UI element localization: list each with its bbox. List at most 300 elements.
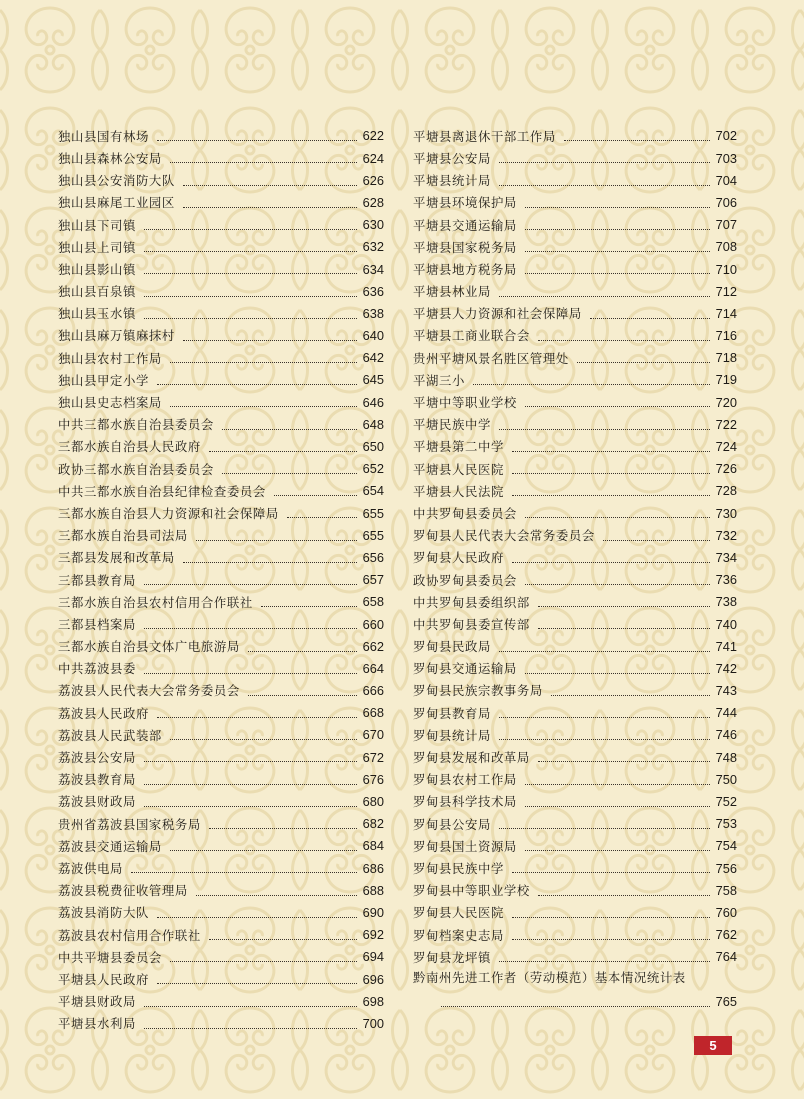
toc-entry-title: 独山县国有林场 — [58, 128, 149, 144]
toc-entry-title: 罗甸县民族中学 — [413, 860, 504, 876]
toc-entry[interactable] — [58, 787, 384, 809]
toc-entry[interactable] — [413, 742, 737, 764]
toc-entry[interactable] — [58, 964, 384, 986]
toc-entry-page: 652 — [362, 461, 384, 477]
dot-leader — [144, 672, 357, 674]
toc-entry[interactable] — [413, 720, 737, 742]
dot-leader — [499, 161, 710, 163]
toc-entry-page: 696 — [362, 971, 384, 987]
toc-entry-page: 752 — [715, 794, 737, 810]
toc-entry-page: 668 — [362, 705, 384, 721]
toc-entry[interactable] — [413, 121, 737, 143]
dot-leader — [183, 339, 357, 341]
dot-leader — [499, 428, 710, 430]
toc-entry[interactable] — [413, 454, 737, 476]
toc-entry-title: 独山县玉水镇 — [58, 306, 136, 322]
toc-entry-page: 738 — [715, 594, 737, 610]
toc-entry-title: 三都县教育局 — [58, 572, 136, 588]
dot-leader — [603, 539, 710, 541]
toc-entry[interactable] — [58, 321, 384, 343]
toc-entry[interactable] — [413, 875, 737, 897]
dot-leader — [248, 694, 357, 696]
toc-entry[interactable] — [413, 498, 737, 520]
dot-leader — [209, 450, 357, 452]
toc-entry-page: 680 — [362, 794, 384, 810]
dot-leader — [196, 539, 357, 541]
dot-leader — [525, 405, 710, 407]
toc-entry-page: 700 — [362, 1015, 384, 1031]
toc-entry-title: 荔波县人民政府 — [58, 705, 149, 721]
dot-leader — [525, 583, 710, 585]
toc-entry-page: 654 — [362, 483, 384, 499]
toc-entry[interactable] — [58, 121, 384, 143]
dot-leader — [144, 805, 357, 807]
dot-leader — [538, 605, 710, 607]
toc-entry-page: 744 — [715, 705, 737, 721]
dot-leader — [525, 805, 710, 807]
toc-entry-title: 三都水族自治县人民政府 — [58, 439, 201, 455]
dot-leader — [183, 206, 357, 208]
toc-entry-title: 罗甸县科学技术局 — [413, 794, 517, 810]
toc-entry[interactable] — [58, 299, 384, 321]
dot-leader — [512, 494, 710, 496]
toc-entry[interactable] — [58, 898, 384, 920]
toc-entry[interactable] — [58, 742, 384, 764]
toc-entry-page: 628 — [362, 194, 384, 210]
dot-leader — [144, 295, 357, 297]
toc-entry-page: 692 — [362, 927, 384, 943]
toc-entry-title: 中共罗甸县委员会 — [413, 505, 517, 521]
dot-leader — [499, 738, 710, 740]
toc-entry[interactable] — [413, 387, 737, 409]
toc-entry-title: 政协三都水族自治县委员会 — [58, 461, 214, 477]
dot-leader — [144, 627, 357, 629]
toc-entry-page: 694 — [362, 949, 384, 965]
dot-leader — [577, 361, 710, 363]
toc-entry-title: 荔波供电局 — [58, 860, 123, 876]
toc-entry-title: 平塘县国家税务局 — [413, 239, 517, 255]
dot-leader — [144, 783, 357, 785]
toc-entry-title: 中共罗甸县委组织部 — [413, 594, 530, 610]
dot-leader — [157, 982, 357, 984]
toc-entry-page: 646 — [362, 394, 384, 410]
toc-entry-title: 荔波县教育局 — [58, 772, 136, 788]
toc-entry-title: 三都县档案局 — [58, 616, 136, 632]
toc-entry-page: 756 — [715, 860, 737, 876]
toc-entry-page: 754 — [715, 838, 737, 854]
toc-entry-continuation — [413, 986, 737, 1008]
toc-entry-title: 罗甸县发展和改革局 — [413, 750, 530, 766]
toc-entry-title: 平塘县财政局 — [58, 994, 136, 1010]
toc-entry-page: 655 — [362, 527, 384, 543]
toc-entry-title: 三都水族自治县人力资源和社会保障局 — [58, 505, 279, 521]
toc-entry[interactable] — [413, 188, 737, 210]
toc-entry[interactable] — [58, 498, 384, 520]
dot-leader — [144, 583, 357, 585]
toc-entry[interactable] — [58, 853, 384, 875]
toc-entry[interactable] — [58, 1009, 384, 1031]
toc-entry[interactable] — [413, 165, 737, 187]
toc-entry-page: 650 — [362, 439, 384, 455]
dot-leader — [525, 516, 710, 518]
toc-entry-page: 645 — [362, 372, 384, 388]
toc-entry-title: 荔波县人民武装部 — [58, 727, 162, 743]
toc-entry-page: 636 — [362, 283, 384, 299]
toc-entry-title: 独山县麻万镇麻抹村 — [58, 328, 175, 344]
toc-entry-title: 荔波县税费征收管理局 — [58, 883, 188, 899]
dot-leader — [512, 472, 710, 474]
toc-entry[interactable] — [58, 276, 384, 298]
toc-entry[interactable] — [58, 609, 384, 631]
dot-leader — [525, 228, 710, 230]
toc-entry[interactable] — [58, 698, 384, 720]
toc-entry-page: 686 — [362, 860, 384, 876]
dot-leader — [131, 871, 357, 873]
toc-entry-page: 708 — [715, 239, 737, 255]
toc-entry-title: 独山县百泉镇 — [58, 284, 136, 300]
toc-entry[interactable] — [58, 476, 384, 498]
toc-entry-title: 罗甸县人民医院 — [413, 905, 504, 921]
dot-leader — [183, 561, 357, 563]
toc-entry-page: 622 — [362, 128, 384, 144]
dot-leader — [170, 161, 357, 163]
toc-entry-title: 中共荔波县委 — [58, 661, 136, 677]
toc-entry-page: 690 — [362, 904, 384, 920]
toc-entry-title: 中共平塘县委员会 — [58, 949, 162, 965]
toc-entry-title: 独山县影山镇 — [58, 261, 136, 277]
toc-entry-wrapped[interactable] — [413, 964, 737, 1008]
toc-entry-title: 独山县农村工作局 — [58, 350, 162, 366]
toc-entry[interactable] — [58, 764, 384, 786]
toc-entry-title: 贵州平塘风景名胜区管理处 — [413, 350, 569, 366]
dot-leader — [170, 738, 357, 740]
toc-entry[interactable] — [413, 853, 737, 875]
toc-entry[interactable] — [413, 631, 737, 653]
toc-entry-title: 罗甸县龙坪镇 — [413, 949, 491, 965]
toc-entry-title: 荔波县人民代表大会常务委员会 — [58, 683, 240, 699]
toc-entry-page: 734 — [715, 549, 737, 565]
dot-leader — [538, 894, 710, 896]
toc-entry-title: 荔波县农村信用合作联社 — [58, 927, 201, 943]
toc-entry-title: 独山县森林公安局 — [58, 150, 162, 166]
dot-leader — [538, 627, 710, 629]
dot-leader — [144, 760, 357, 762]
toc-entry-page: 740 — [715, 616, 737, 632]
toc-entry-title: 三都水族自治县农村信用合作联社 — [58, 594, 253, 610]
toc-entry[interactable] — [58, 920, 384, 942]
dot-leader — [196, 894, 357, 896]
toc-entry[interactable] — [413, 254, 737, 276]
toc-entry[interactable] — [58, 676, 384, 698]
toc-entry-page: 730 — [715, 505, 737, 521]
toc-right-column — [413, 121, 737, 1009]
toc-entry-page: 743 — [715, 683, 737, 699]
toc-entry[interactable] — [58, 387, 384, 409]
dot-leader — [144, 1005, 357, 1007]
toc-entry-title: 罗甸县人民政府 — [413, 550, 504, 566]
toc-entry-title: 平塘县环境保护局 — [413, 195, 517, 211]
toc-entry-title: 三都水族自治县文体广电旅游局 — [58, 639, 240, 655]
toc-entry[interactable] — [413, 432, 737, 454]
toc-entry[interactable] — [58, 409, 384, 431]
toc-entry[interactable] — [58, 143, 384, 165]
toc-entry-title: 平塘县林业局 — [413, 284, 491, 300]
toc-entry-title: 平塘中等职业学校 — [413, 395, 517, 411]
toc-entry-page: 746 — [715, 727, 737, 743]
toc-entry-title: 独山县甲定小学 — [58, 372, 149, 388]
toc-entry[interactable] — [58, 188, 384, 210]
toc-entry-page: 719 — [715, 372, 737, 388]
toc-entry[interactable] — [413, 276, 737, 298]
toc-entry-page: 748 — [715, 749, 737, 765]
toc-entry[interactable] — [413, 787, 737, 809]
dot-leader — [222, 472, 357, 474]
toc-entry-page: 634 — [362, 261, 384, 277]
toc-entry-page: 660 — [362, 616, 384, 632]
toc-entry-title: 罗甸档案史志局 — [413, 927, 504, 943]
toc-entry[interactable] — [58, 254, 384, 276]
toc-entry-page: 762 — [715, 927, 737, 943]
dot-leader — [525, 206, 710, 208]
toc-entry-page: 632 — [362, 239, 384, 255]
toc-entry-page: 640 — [362, 328, 384, 344]
toc-entry-title: 平塘县公安局 — [413, 150, 491, 166]
dot-leader — [144, 250, 357, 252]
toc-entry-title: 平塘县人民医院 — [413, 461, 504, 477]
toc-entry-page: 741 — [715, 638, 737, 654]
toc-entry-page: 662 — [362, 638, 384, 654]
dot-leader — [261, 605, 357, 607]
toc-entry-title: 黔南州先进工作者（劳动模范）基本情况统计表 — [413, 970, 686, 986]
dot-leader — [525, 783, 710, 785]
toc-entry[interactable] — [413, 609, 737, 631]
dot-leader — [274, 494, 357, 496]
toc-entry-page: 656 — [362, 549, 384, 565]
dot-leader — [157, 383, 357, 385]
toc-entry-title: 荔波县消防大队 — [58, 905, 149, 921]
toc-entry[interactable] — [58, 631, 384, 653]
toc-entry-page: 655 — [362, 505, 384, 521]
dot-leader — [157, 916, 357, 918]
dot-leader — [170, 960, 357, 962]
dot-leader — [209, 827, 357, 829]
dot-leader — [525, 672, 710, 674]
dot-leader — [525, 250, 710, 252]
toc-entry[interactable] — [413, 476, 737, 498]
toc-entry-title: 罗甸县中等职业学校 — [413, 883, 530, 899]
toc-entry[interactable] — [58, 432, 384, 454]
dot-leader — [287, 516, 357, 518]
toc-entry-title: 罗甸县民族宗教事务局 — [413, 683, 543, 699]
toc-entry[interactable] — [58, 165, 384, 187]
toc-entry-page: 724 — [715, 439, 737, 455]
toc-entry[interactable] — [413, 654, 737, 676]
toc-entry-title: 中共罗甸县委宣传部 — [413, 616, 530, 632]
toc-entry-title: 罗甸县民政局 — [413, 639, 491, 655]
toc-entry[interactable] — [58, 365, 384, 387]
toc-entry-page: 684 — [362, 838, 384, 854]
toc-entry-title: 平塘县地方税务局 — [413, 261, 517, 277]
toc-entry-page: 626 — [362, 172, 384, 188]
dot-leader — [499, 295, 710, 297]
toc-entry-title: 平塘县离退休干部工作局 — [413, 128, 556, 144]
toc-entry-title: 罗甸县人民代表大会常务委员会 — [413, 528, 595, 544]
toc-entry-title: 中共三都水族自治县纪律检查委员会 — [58, 483, 266, 499]
toc-entry-page: 657 — [362, 572, 384, 588]
dot-leader — [157, 139, 357, 141]
dot-leader — [144, 1027, 357, 1029]
toc-entry[interactable] — [413, 543, 737, 565]
toc-entry[interactable] — [413, 210, 737, 232]
toc-entry-title: 平塘县水利局 — [58, 1016, 136, 1032]
toc-entry[interactable] — [58, 565, 384, 587]
toc-entry-page: 648 — [362, 416, 384, 432]
toc-entry-title: 平塘县人民政府 — [58, 971, 149, 987]
toc-entry-page: 676 — [362, 771, 384, 787]
dot-leader — [170, 405, 357, 407]
toc-entry-title: 平塘县工商业联合会 — [413, 328, 530, 344]
toc-entry-page: 712 — [715, 283, 737, 299]
toc-entry[interactable] — [413, 898, 737, 920]
toc-entry[interactable] — [413, 565, 737, 587]
toc-entry[interactable] — [413, 676, 737, 698]
toc-entry-title: 荔波县财政局 — [58, 794, 136, 810]
toc-entry-title: 平塘县第二中学 — [413, 439, 504, 455]
toc-entry-title: 平湖三小 — [413, 372, 465, 388]
toc-entry-title: 中共三都水族自治县委员会 — [58, 417, 214, 433]
toc-entry[interactable] — [413, 942, 737, 964]
toc-entry[interactable] — [58, 587, 384, 609]
toc-entry-page: 716 — [715, 328, 737, 344]
toc-entry-page: 630 — [362, 217, 384, 233]
toc-entry[interactable] — [413, 698, 737, 720]
toc-entry-page: 707 — [715, 217, 737, 233]
dot-leader — [170, 849, 357, 851]
toc-entry[interactable] — [58, 454, 384, 476]
toc-entry-page: 664 — [362, 660, 384, 676]
dot-leader — [222, 428, 357, 430]
toc-entry-title: 荔波县交通运输局 — [58, 838, 162, 854]
dot-leader — [538, 760, 710, 762]
dot-leader — [512, 916, 710, 918]
toc-entry-page: 682 — [362, 816, 384, 832]
toc-entry-page: 672 — [362, 749, 384, 765]
toc-entry-title: 平塘县交通运输局 — [413, 217, 517, 233]
dot-leader — [441, 1005, 710, 1007]
toc-entry[interactable] — [413, 232, 737, 254]
toc-entry[interactable] — [413, 343, 737, 365]
toc-entry-title: 三都水族自治县司法局 — [58, 528, 188, 544]
dot-leader — [209, 938, 357, 940]
toc-entry[interactable] — [413, 831, 737, 853]
dot-leader — [473, 383, 710, 385]
toc-entry[interactable] — [58, 720, 384, 742]
toc-entry[interactable] — [413, 809, 737, 831]
toc-entry-page: 706 — [715, 194, 737, 210]
toc-entry[interactable] — [58, 809, 384, 831]
toc-entry[interactable] — [58, 875, 384, 897]
toc-entry-title: 罗甸县统计局 — [413, 727, 491, 743]
toc-entry[interactable] — [58, 986, 384, 1008]
toc-entry-title: 独山县公安消防大队 — [58, 173, 175, 189]
toc-entry[interactable] — [413, 764, 737, 786]
dot-leader — [512, 871, 710, 873]
toc-entry[interactable] — [413, 587, 737, 609]
toc-entry[interactable] — [58, 520, 384, 542]
toc-entry-page: 624 — [362, 150, 384, 166]
toc-entry-page: 714 — [715, 305, 737, 321]
toc-entry[interactable] — [58, 343, 384, 365]
toc-entry[interactable] — [58, 831, 384, 853]
toc-entry-page: 720 — [715, 394, 737, 410]
dot-leader — [564, 139, 710, 141]
dot-leader — [538, 339, 710, 341]
toc-entry-title: 贵州省荔波县国家税务局 — [58, 816, 201, 832]
dot-leader — [248, 650, 357, 652]
toc-entry[interactable] — [413, 409, 737, 431]
dot-leader — [590, 317, 710, 319]
dot-leader — [551, 694, 710, 696]
toc-entry[interactable] — [58, 210, 384, 232]
toc-entry-title: 独山县上司镇 — [58, 239, 136, 255]
toc-entry[interactable] — [413, 321, 737, 343]
toc-entry-page: 736 — [715, 572, 737, 588]
toc-entry-title: 荔波县公安局 — [58, 750, 136, 766]
toc-entry[interactable] — [58, 232, 384, 254]
toc-entry-page: 702 — [715, 128, 737, 144]
toc-entry[interactable] — [413, 365, 737, 387]
toc-entry-page: 750 — [715, 771, 737, 787]
toc-entry-page: 760 — [715, 904, 737, 920]
dot-leader — [144, 228, 357, 230]
toc-entry-page: 728 — [715, 483, 737, 499]
toc-left-column — [58, 121, 384, 1031]
toc-entry-title: 罗甸县国土资源局 — [413, 838, 517, 854]
toc-entry-page: 710 — [715, 261, 737, 277]
toc-entry[interactable] — [58, 942, 384, 964]
toc-entry-page: 722 — [715, 416, 737, 432]
page-number-badge: 5 — [694, 1036, 732, 1055]
toc-entry[interactable] — [413, 299, 737, 321]
toc-entry[interactable] — [58, 543, 384, 565]
dot-leader — [525, 272, 710, 274]
toc-entry-page: 688 — [362, 882, 384, 898]
toc-entry[interactable] — [58, 654, 384, 676]
toc-entry-title: 独山县下司镇 — [58, 217, 136, 233]
toc-entry-title: 罗甸县公安局 — [413, 816, 491, 832]
toc-entry-title: 政协罗甸县委员会 — [413, 572, 517, 588]
toc-entry-page: 642 — [362, 350, 384, 366]
toc-entry-page: 718 — [715, 350, 737, 366]
toc-entry-page: 758 — [715, 882, 737, 898]
dot-leader — [525, 849, 710, 851]
toc-entry-title: 罗甸县教育局 — [413, 705, 491, 721]
toc-entry-page: 638 — [362, 305, 384, 321]
toc-entry-page: 698 — [362, 993, 384, 1009]
dot-leader — [512, 450, 710, 452]
dot-leader — [499, 184, 710, 186]
dot-leader — [170, 361, 357, 363]
toc-entry-title: 平塘县人力资源和社会保障局 — [413, 306, 582, 322]
toc-entry[interactable] — [413, 520, 737, 542]
toc-entry-title: 三都县发展和改革局 — [58, 550, 175, 566]
dot-leader — [144, 317, 357, 319]
toc-entry[interactable] — [413, 143, 737, 165]
toc-entry-page: 753 — [715, 816, 737, 832]
toc-entry[interactable] — [413, 920, 737, 942]
toc-entry-title: 平塘县统计局 — [413, 173, 491, 189]
toc-entry-page: 704 — [715, 172, 737, 188]
